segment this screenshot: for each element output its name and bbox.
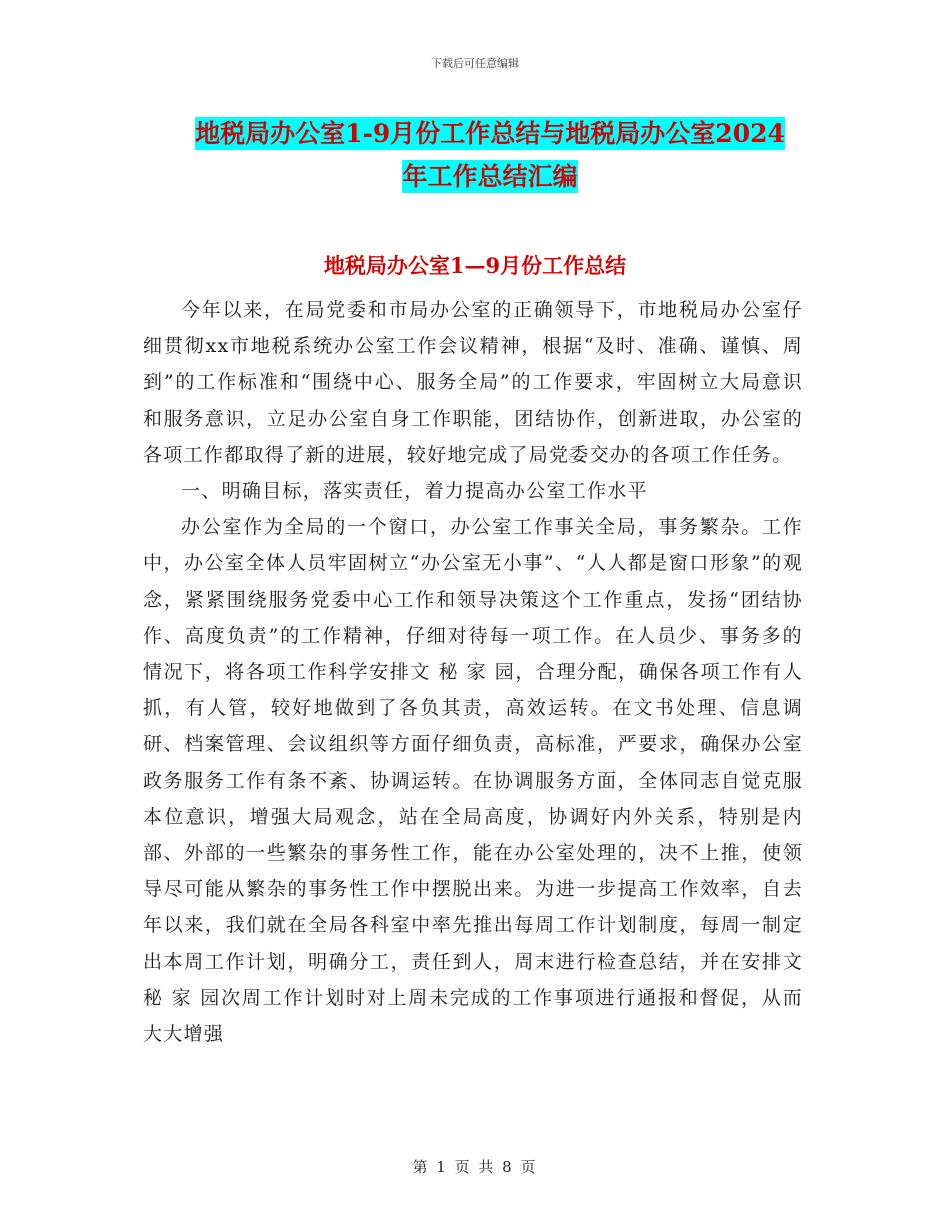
page-footer: 第 1 页 共 8 页: [412, 1158, 538, 1176]
document-title: [160, 112, 820, 198]
header-note: 下载后可任意编辑: [431, 57, 519, 70]
body-text: [143, 292, 803, 1052]
section-heading: 一、明确目标，落实责任，着力提高办公室工作水平: [181, 480, 648, 503]
paragraph: 今年以来，在局党委和市局办公室的正确领导下，市地税局办公室仔细贯彻xx市地税系统办公室工作会议精神，根据“及时、准确、谨慎、周到”的工作标准和“围绕中心、服务全局”的工作要求，牢固树立大局意识和服务意识，立足办公室自身工作职能，团结协作，创新进取，办公室的各项工作都取得了新的进展，较好地完成了局党委交办的各项工作任务。: [143, 299, 803, 466]
title-line-2: 年工作总结汇编: [402, 162, 578, 191]
paragraph: 办公室作为全局的一个窗口，办公室工作事关全局，事务繁杂。工作中，办公室全体人员牢固树立“办公室无小事”、“人人都是窗口形象”的观念，紧紧围绕服务党委中心工作和领导决策这个工作重点，发扬“团结协作、高度负责”的工作精神，仔细对待每一项工作。在人员少、事务多的情况下，将各项工作科学安排文 秘 家 园，合理分配，确保各项工作有人抓，有人管，较好地做到了各负其责，高效运转。在文书处理、信息调研、档案管理、会议组织等方面仔细负责，高标准，严要求，确保办公室政务服务工作有条不紊、协调运转。在协调服务方面，全体同志自觉克服本位意识，增强大局观念，站在全局高度，协调好内外关系，特别是内部、外部的一些繁杂的事务性工作，能在办公室处理的，决不上推，使领导尽可能从繁杂的事务性工作中摆脱出来。为进一步提高工作效率，自去年以来，我们就在全局各科室中率先推出每周工作计划制度，每周一制定出本周工作计划，明确分工，责任到人，周末进行检查总结，并在安排文 秘 家 园次周工作计划时对上周未完成的工作事项进行通报和督促，从而大大增强: [143, 516, 803, 1046]
title-line-1: 地税局办公室1-9月份工作总结与地税局办公室2024: [195, 119, 785, 148]
section-title: 地税局办公室1—9月份工作总结: [323, 253, 627, 278]
